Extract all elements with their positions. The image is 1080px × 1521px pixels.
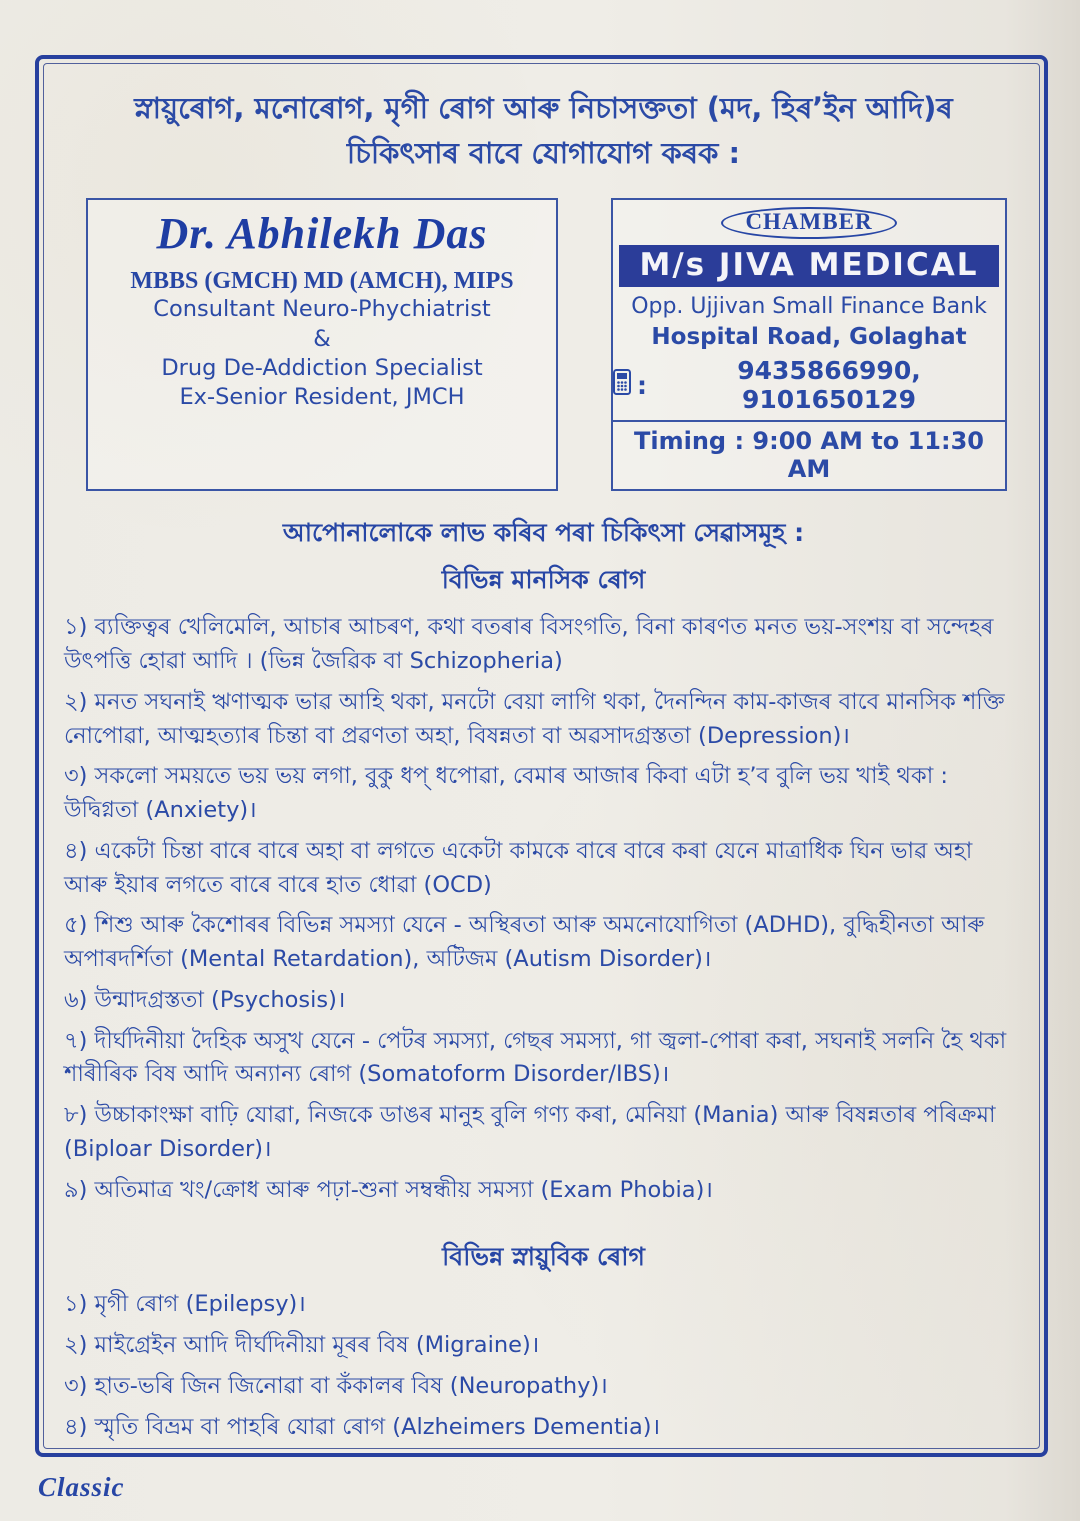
chamber-timing: Timing : 9:00 AM to 11:30 AM	[613, 420, 1005, 489]
doctor-name: Dr. Abhilekh Das	[156, 208, 488, 258]
service-item: ২) মনত সঘনাই ঋণাত্মক ভাৱ আহি থকা, মনটো বেয়া লাগি থকা, দৈনন্দিন কাম-কাজৰ বাবে মানসিক শক্তি নোপোৱা, আত্মহত্যাৰ চিন্তা বা প্ৰৱণতা অহা, বিষন্নতা বা অৱসাদগ্ৰস্ততা (Depression)।	[64, 688, 1005, 749]
page-border	[35, 55, 1048, 1457]
chamber-address-2: Hospital Road, Golaghat	[651, 324, 967, 351]
service-item: ২) মাইগ্ৰেইন আদি দীৰ্ঘদিনীয়া মূৰৰ বিষ (Migraine)।	[64, 1332, 540, 1359]
service-item: ৩) সকলো সময়তে ভয় ভয় লগা, বুকু ধপ্ ধপোৱা, বেমাৰ আজাৰ কিবা এটা হ’ব বুলি ভয় খাই থকা : উদ্বিগ্নতা (Anxiety)।	[64, 763, 948, 824]
page-title-line1: স্নায়ুৰোগ, মনোৰোগ, মৃগী ৰোগ আৰু নিচাসক্ততা (মদ, হিৰ’ইন আদি)ৰ	[134, 91, 953, 125]
chamber-card	[611, 198, 1007, 491]
doctor-designation-3: Ex-Senior Resident, JMCH	[179, 384, 465, 411]
page-title-line2: চিকিৎসাৰ বাবে যোগাযোগ কৰক :	[346, 135, 741, 170]
service-item: ৬) উন্মাদগ্ৰস্ততা (Psychosis)।	[64, 986, 346, 1013]
doctor-designation-2: Drug De-Addiction Specialist	[161, 354, 483, 381]
chamber-phone-row	[613, 356, 1005, 420]
service-item: ৭) দীৰ্ঘদিনীয়া দৈহিক অসুখ যেনে - পেটৰ সমস্যা, গেছৰ সমস্যা, গা জ্বলা-পোৰা কৰা, সঘনাই সলনি হৈ থকা শাৰীৰিক বিষ আদি অন্যান্য ৰোগ (Somatoform Disorder/IBS)।	[64, 1027, 1007, 1088]
service-item: ১) ব্যক্তিত্বৰ খেলিমেলি, আচাৰ আচৰণ, কথা বতৰাৰ বিসংগতি, বিনা কাৰণত মনত ভয়-সংশয় বা সন্দেহৰ উৎপত্তি হোৱা আদি । (ভিন্ন জৈৱিক বা Schizopheria)	[64, 614, 994, 675]
phone-separator: :	[637, 370, 647, 400]
service-section	[64, 1237, 1023, 1449]
page-title	[64, 86, 1023, 176]
doctor-designation-1: Consultant Neuro-Phychiatrist	[153, 296, 491, 323]
chamber-phone-numbers: 9435866990, 9101650129	[737, 356, 921, 415]
services-intro: আপোনালোকে লাভ কৰিব পৰা চিকিৎসা সেৱাসমূহ :	[282, 518, 805, 548]
service-item: ১) মৃগী ৰোগ (Epilepsy)।	[64, 1291, 306, 1318]
service-item: ৪) স্মৃতি বিভ্ৰম বা পাহৰি যোৱা ৰোগ (Alzheimers Dementia)।	[64, 1413, 661, 1440]
chamber-label: CHAMBER	[721, 207, 896, 239]
chamber-name-banner: M/s JIVA MEDICAL	[619, 245, 999, 287]
ampersand: &	[313, 325, 331, 352]
doctor-card	[86, 198, 558, 491]
services-sections	[64, 560, 1023, 1449]
page-border-inner	[43, 63, 1040, 1449]
doctor-qualifications: MBBS (GMCH) MD (AMCH), MIPS	[130, 268, 514, 295]
service-item: ৫) শিশু আৰু কৈশোৰৰ বিভিন্ন সমস্যা যেনে - অস্থিৰতা আৰু অমনোযোগিতা (ADHD), বুদ্ধিহীনতা আৰু অপাৰদৰ্শিতা (Mental Retardation), অটিজম (Autism Disorder)।	[64, 912, 985, 973]
service-section-title: বিভিন্ন মানসিক ৰোগ	[441, 565, 646, 595]
service-section	[64, 560, 1023, 1207]
service-item: ৮) উচ্চাকাংক্ষা বাঢ়ি যোৱা, নিজকে ডাঙৰ মানুহ বুলি গণ্য কৰা, মেনিয়া (Mania) আৰু বিষন্নতাৰ পৰিক্ৰমা (Biploar Disorder)।	[64, 1102, 996, 1162]
mobile-phone-icon	[613, 369, 631, 401]
service-item: ৪) একেটা চিন্তা বাৰে বাৰে অহা বা লগতে একেটা কামকে বাৰে বাৰে কৰা যেনে মাত্ৰাধিক ঘিন ভাৱ অহা আৰু ইয়াৰ লগতে বাৰে বাৰে হাত ধোৱা (OCD)	[64, 837, 973, 898]
info-cards-row	[86, 198, 1007, 491]
service-item: ৩) হাত-ভৰি জিন জিনোৱা বা কঁকালৰ বিষ (Neuropathy)।	[64, 1372, 608, 1399]
chamber-address-1: Opp. Ujjivan Small Finance Bank	[631, 293, 987, 319]
service-section-title: বিভিন্ন স্নায়ুবিক ৰোগ	[442, 1242, 645, 1272]
service-item: ৯) অতিমাত্ৰ খং/ক্ৰোধ আৰু পঢ়া-শুনা সম্বন্ধীয় সমস্যা (Exam Phobia)।	[64, 1176, 713, 1203]
printer-mark: Classic	[38, 1472, 125, 1502]
